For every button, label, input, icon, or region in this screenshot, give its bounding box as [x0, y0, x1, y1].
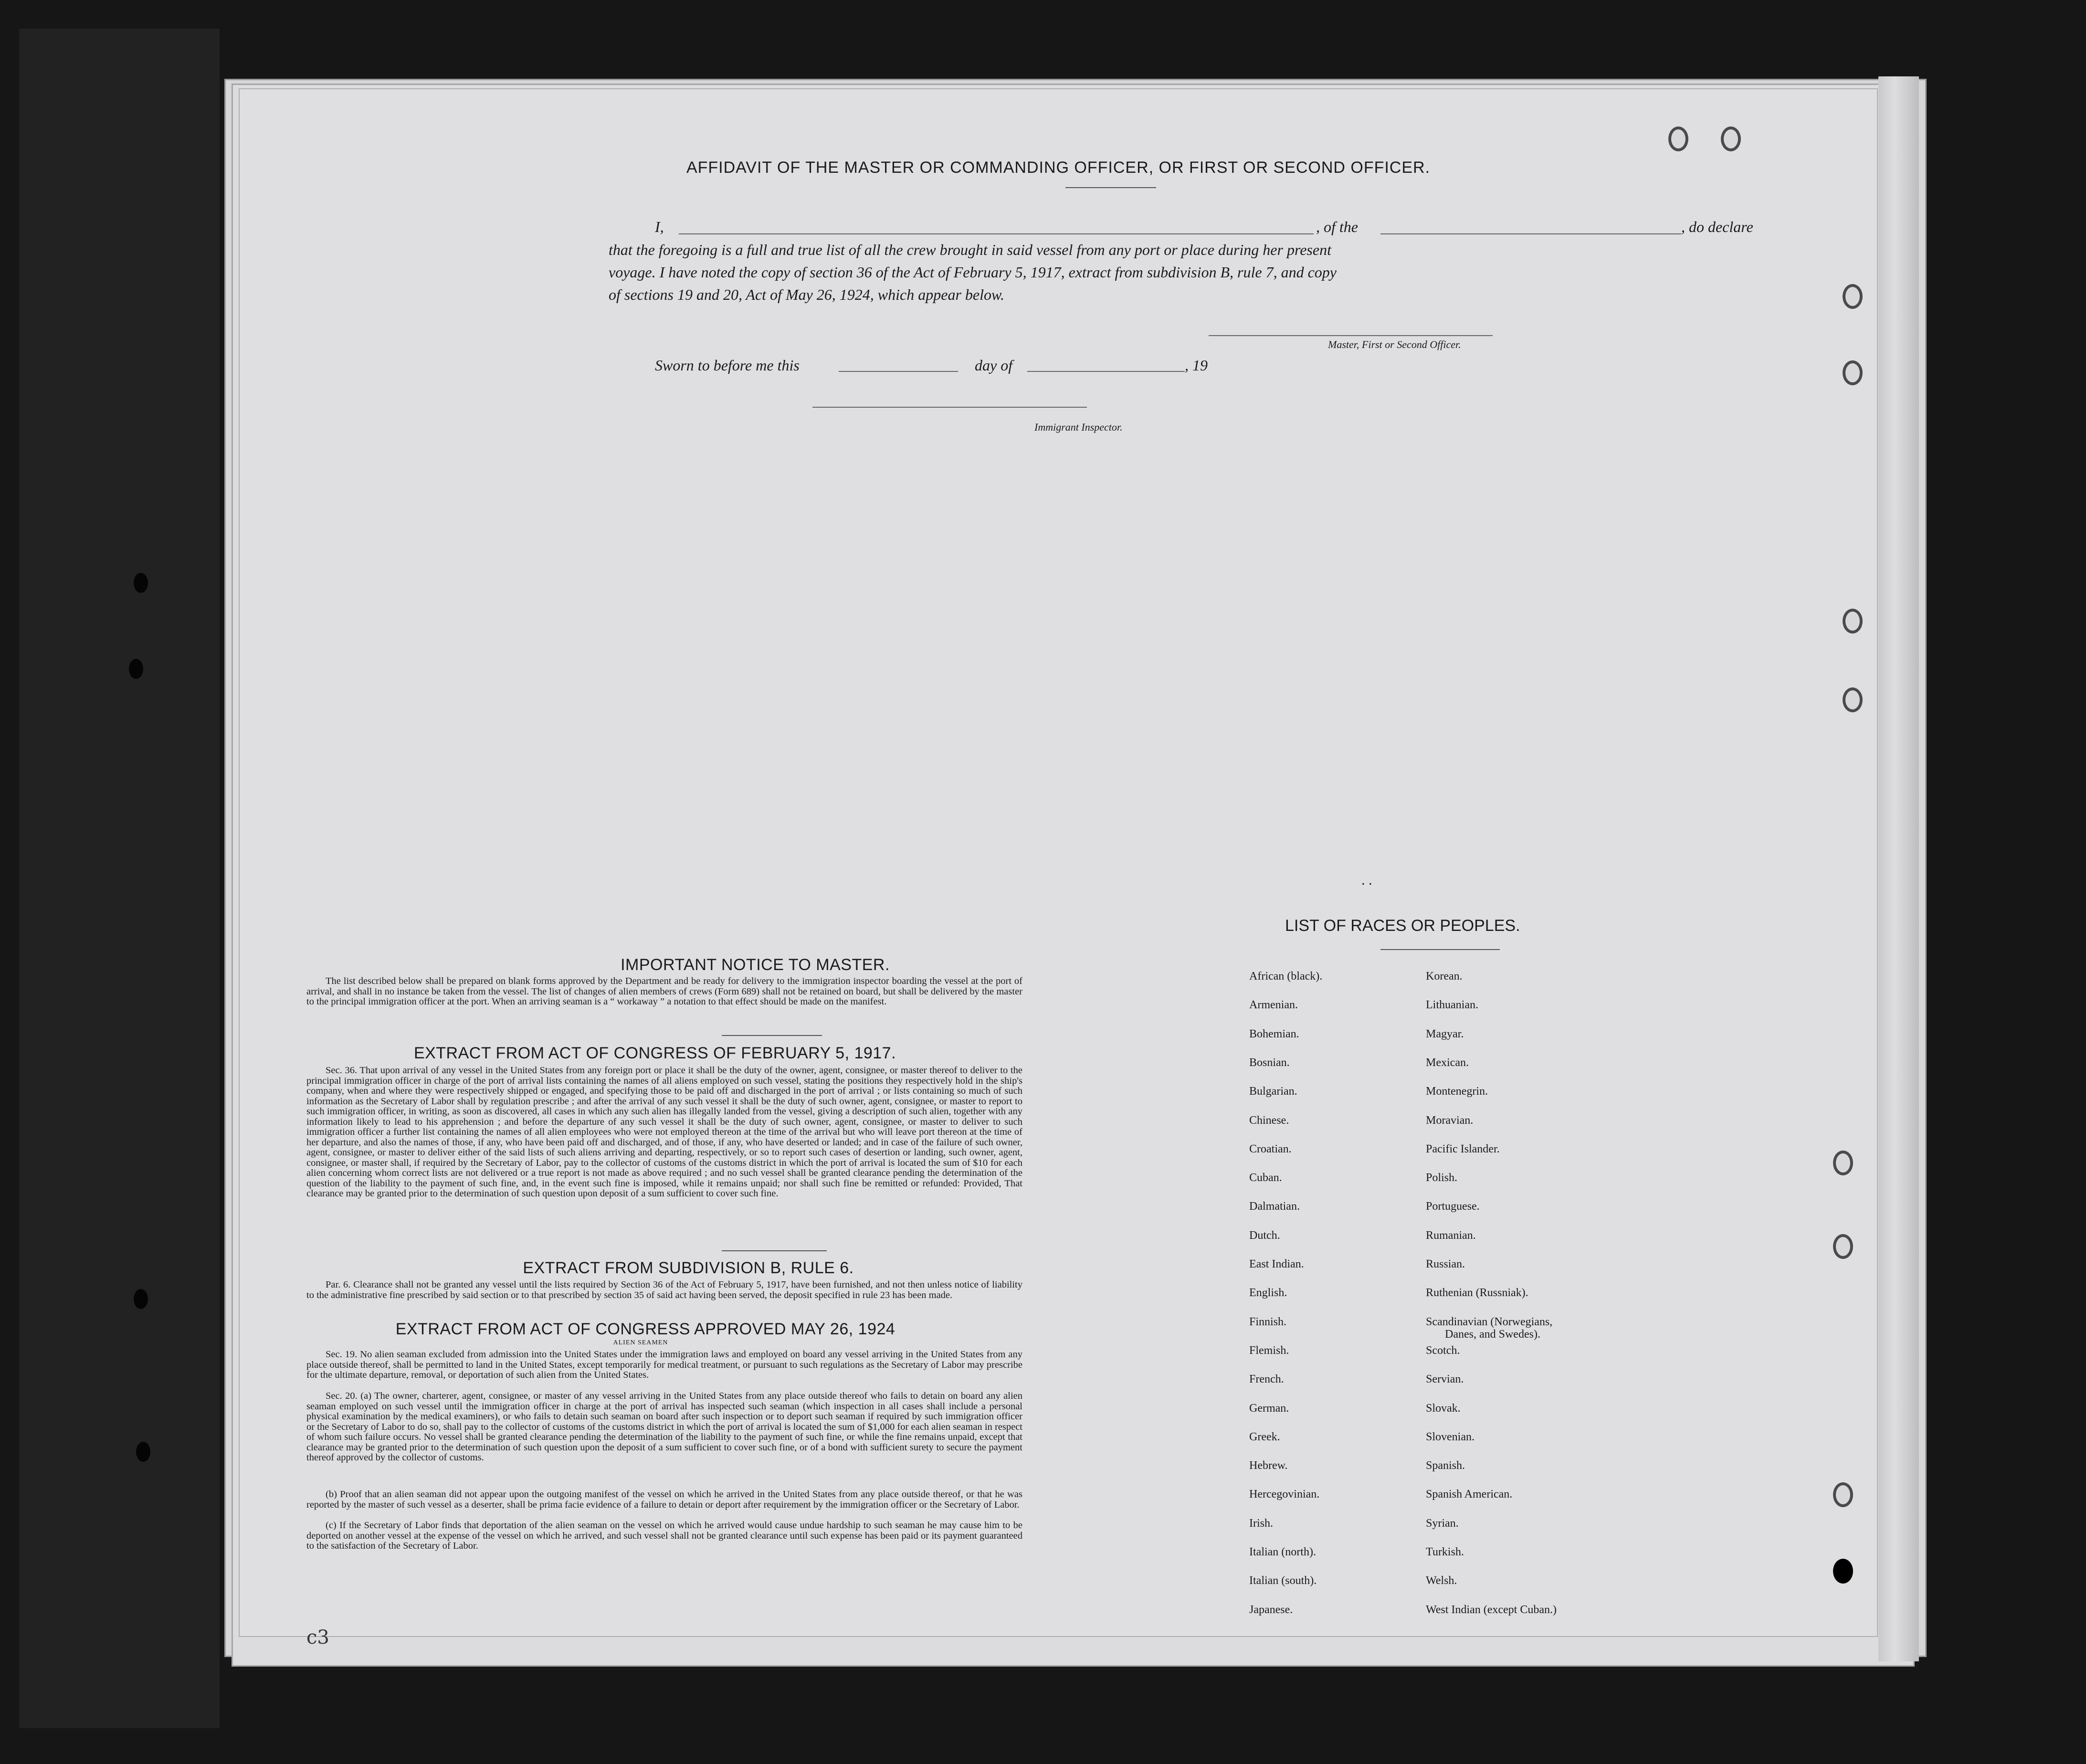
race-item: Dutch. [1249, 1229, 1280, 1242]
punch-hole [1833, 1234, 1853, 1259]
center-dots: . . [1361, 872, 1372, 888]
race-item: Polish. [1426, 1172, 1458, 1184]
race-item: Bosnian. [1249, 1056, 1290, 1069]
extract-1917-rule [722, 1250, 827, 1251]
race-item: Rumanian. [1426, 1229, 1476, 1242]
race-item: Ruthenian (Russniak). [1426, 1287, 1528, 1299]
race-item: Korean. [1426, 970, 1463, 982]
page-edges [1878, 76, 1919, 1661]
affidavit-line-3: voyage. I have noted the copy of section 36 of the Act of February 5, 1917, extract from subdivision B, rule 7, and copy [609, 264, 1337, 281]
punch-hole [1843, 609, 1863, 634]
sworn-day-blank [839, 371, 958, 372]
race-item: Pacific Islander. [1426, 1142, 1500, 1155]
race-item: African (black). [1249, 970, 1323, 982]
sec20b-text: (b) Proof that an alien seaman did not appear upon the outgoing manifest of the vessel on which he arrived in the United States from any place outside thereof, or that he was reported by the master of such vessel as a deserter, shall be prima facie evidence of a failure to detain or deport after requirement by the immigration officer or the Secretary of Labor. [306, 1489, 1022, 1510]
race-item: Slovenian. [1426, 1430, 1475, 1443]
race-item: Finnish. [1249, 1315, 1287, 1328]
race-item: Italian (south). [1249, 1574, 1317, 1587]
race-item: Mexican. [1426, 1056, 1469, 1069]
race-item: Magyar. [1426, 1027, 1464, 1040]
extract-1924-title: EXTRACT FROM ACT OF CONGRESS APPROVED MAY 26, 1924 [395, 1320, 896, 1338]
races-title: LIST OF RACES OR PEOPLES. [1285, 917, 1520, 935]
rule6-title: EXTRACT FROM SUBDIVISION B, RULE 6. [523, 1259, 854, 1277]
race-item: Hercegovinian. [1249, 1488, 1320, 1501]
race-item: Welsh. [1426, 1574, 1457, 1587]
race-item: Greek. [1249, 1430, 1280, 1443]
signature-line [1209, 335, 1493, 336]
race-item: Bulgarian. [1249, 1085, 1297, 1098]
race-item: Spanish American. [1426, 1488, 1513, 1501]
race-item: Portuguese. [1426, 1200, 1480, 1213]
inspector-signature-line [812, 407, 1087, 408]
race-item: Chinese. [1249, 1114, 1289, 1127]
sec19-text: Sec. 19. No alien seaman excluded from admission into the United States under the immigration laws and employed on board any vessel arriving in the United States from any place outside thereof, shall be permitted to land in the United States, except temporarily for medical treatment, or pursuant to such regulations as the Secretary of Labor may prescribe for the ultimate departure, removal, or deportation of such alien from the United States. [306, 1349, 1022, 1380]
document-page [239, 88, 1878, 1648]
binding-strip [19, 29, 220, 1728]
sworn-year: , 19 [1185, 357, 1208, 374]
race-item: Syrian. [1426, 1517, 1459, 1530]
race-item: English. [1249, 1287, 1287, 1299]
signature-caption: Master, First or Second Officer. [1328, 338, 1461, 350]
notice-rule [722, 1035, 822, 1036]
race-item: Turkish. [1426, 1546, 1464, 1558]
race-item: Cuban. [1249, 1172, 1282, 1184]
race-item: Bohemian. [1249, 1027, 1299, 1040]
vessel-blank [1380, 233, 1681, 234]
sworn-month-blank [1027, 371, 1185, 372]
race-item: Dalmatian. [1249, 1200, 1300, 1213]
race-item: Italian (north). [1249, 1546, 1316, 1558]
affidavit-of-the: , of the [1316, 218, 1358, 235]
races-title-rule [1380, 949, 1500, 950]
notice-title: IMPORTANT NOTICE TO MASTER. [621, 956, 890, 974]
alien-seamen-heading: ALIEN SEAMEN [613, 1339, 668, 1346]
race-item: Scandinavian (Norwegians, [1426, 1315, 1553, 1328]
notice-text: The list described below shall be prepared on blank forms approved by the Department and be ready for delivery to the immigration inspector boarding the vessel at the port of arrival, and shall in no instance be taken from the vessel. The list of changes of alien members of crews (Form 689) shall not be retained on board, but shall be delivered by the master to the principal immigration officer at the port. When an arriving seaman is a “ workaway ” a notation to that effect should be made on the manifest. [306, 976, 1022, 1007]
punch-hole [1721, 127, 1741, 151]
race-item: Lithuanian. [1426, 999, 1478, 1012]
race-item: Servian. [1426, 1373, 1464, 1386]
race-item: Slovak. [1426, 1402, 1461, 1415]
name-blank [679, 233, 1314, 234]
sworn-day-of: day of [975, 357, 1013, 374]
affidavit-line-2: that the foregoing is a full and true list of all the crew brought in said vessel from any port or place during her present [609, 241, 1331, 258]
affidavit-line-4: of sections 19 and 20, Act of May 26, 1924, which appear below. [609, 286, 1004, 303]
punch-hole [1833, 1151, 1853, 1175]
race-item: Danes, and Swedes). [1445, 1328, 1540, 1341]
rule6-text: Par. 6. Clearance shall not be granted any vessel until the lists required by Section 36 of the Act of February 5, 1917, have been furnished, and not then unless notice of liability to the administrative fine prescribed by said section or to that prescribed by section 35 of said act having been served, the deposit specified in rule 23 has been made. [306, 1279, 1022, 1300]
race-item: West Indian (except Cuban.) [1426, 1603, 1557, 1616]
punch-hole [1833, 1482, 1853, 1507]
race-item: Montenegrin. [1426, 1085, 1488, 1098]
sec20c-text: (c) If the Secretary of Labor finds that deportation of the alien seaman on the vessel on which he arrived would cause undue hardship to such seaman he may cause him to be deported on another vessel at the expense of the vessel on which he arrived, and such vessel shall not be granted clearance until such expense has been paid or its payment guaranteed to the satisfaction of the Secretary of Labor. [306, 1520, 1022, 1551]
extract-1917-title: EXTRACT FROM ACT OF CONGRESS OF FEBRUARY 5, 1917. [413, 1044, 896, 1062]
handwritten-mark: c3 [306, 1627, 329, 1648]
punch-hole [1833, 1559, 1853, 1584]
affidavit-title: AFFIDAVIT OF THE MASTER OR COMMANDING OFFICER, OR FIRST OR SECOND OFFICER. [686, 158, 1431, 177]
race-item: Moravian. [1426, 1114, 1474, 1127]
race-item: German. [1249, 1402, 1289, 1415]
race-item: Croatian. [1249, 1142, 1292, 1155]
race-item: Hebrew. [1249, 1459, 1288, 1472]
race-item: Scotch. [1426, 1344, 1460, 1357]
race-item: East Indian. [1249, 1258, 1304, 1270]
race-item: French. [1249, 1373, 1284, 1386]
binding-hole [134, 1289, 148, 1309]
inspector-caption: Immigrant Inspector. [1034, 421, 1123, 433]
race-item: Spanish. [1426, 1459, 1465, 1472]
race-item: Armenian. [1249, 999, 1298, 1012]
sworn-text: Sworn to before me this [655, 357, 800, 374]
race-item: Irish. [1249, 1517, 1273, 1530]
sec20a-text: Sec. 20. (a) The owner, charterer, agent, consignee, or master of any vessel arriving in the United States from any place outside thereof who fails to detain on board any alien seaman employed on such vessel until the immigration officer in charge at the port of arrival has inspected such seaman (which inspection in all cases shall include a personal physical examination by the medical examiners), or who fails to detain such seaman on board after such inspection or to deport such seaman if required by such immigration officer or the Secretary of Labor to do so, shall pay to the collector of customs of the customs district in which the port of arrival is located the sum of $1,000 for each alien seaman in respect of whom such failure occurs. No vessel shall be granted clearance pending the determination of the liability to the payment of such fine, or while the fine remains unpaid, except that clearance may be granted prior to the determination of such question upon the deposit of a sum sufficient to cover such fine, or of a bond with sufficient surety to secure the payment thereof approved by the collector of customs. [306, 1391, 1022, 1463]
punch-hole [1843, 284, 1863, 309]
binding-hole [134, 573, 148, 593]
binding-hole [129, 659, 143, 679]
punch-hole [1843, 687, 1863, 712]
race-item: Japanese. [1249, 1603, 1293, 1616]
affidavit-declare: , do declare [1681, 218, 1753, 235]
extract-1917-text: Sec. 36. That upon arrival of any vessel in the United States from any foreign port or place it shall be the duty of the owner, agent, consignee, or master thereof to deliver to the principal immigration officer in charge of the port of arrival lists containing the names of all aliens employed on such vessel, stating the positions they respectively hold in the ship's company, when and where they were respectively shipped or engaged, and specifying those to be paid off and discharged in the port of arrival ; or lists containing so much of such information as the Secretary of Labor shall by regulation prescribe ; and after the arrival of any such vessel it shall be the duty of such owner, agent, consignee, or master to report to such immigration officer, in writing, as soon as discovered, all cases in which any such alien has illegally landed from the vessel, giving a description of such alien, together with any information likely to lead to his apprehension ; and before the departure of any such vessel it shall be the duty of such owner, agent, consignee, or master to deliver to such immigration officer a further list containing the names of all alien employees who were not employed thereon at the time of the arrival but who will leave port thereon at the time of her departure, and also the names of those, if any, who have been paid off and discharged, and of those, if any, who have deserted or landed; and in case of the failure of such owner, agent, consignee, or master to deliver either of the said lists of such aliens arriving and departing, respectively, or so to report such cases of desertion or landing, such owner, agent, consignee, or master shall, if required by the Secretary of Labor, pay to the collector of customs of the customs district in which the port of arrival is located the sum of $10 for each alien concerning whom correct lists are not delivered or a true report is not made as above required ; and no such vessel shall be granted clearance pending the determination of the question of the liability to the payment of such fine, and, in the event such fine is imposed, while it remains unpaid; nor shall such fine be remitted or refunded: Provided, That clearance may be granted prior to the determination of such question upon deposit of a sum sufficient to cover such fine. [306, 1065, 1022, 1199]
punch-hole [1843, 360, 1863, 385]
race-item: Flemish. [1249, 1344, 1289, 1357]
punch-hole [1668, 127, 1688, 151]
race-item: Russian. [1426, 1258, 1465, 1270]
title-rule [1065, 187, 1156, 188]
binding-hole [136, 1442, 150, 1462]
affidavit-i: I, [655, 218, 664, 235]
